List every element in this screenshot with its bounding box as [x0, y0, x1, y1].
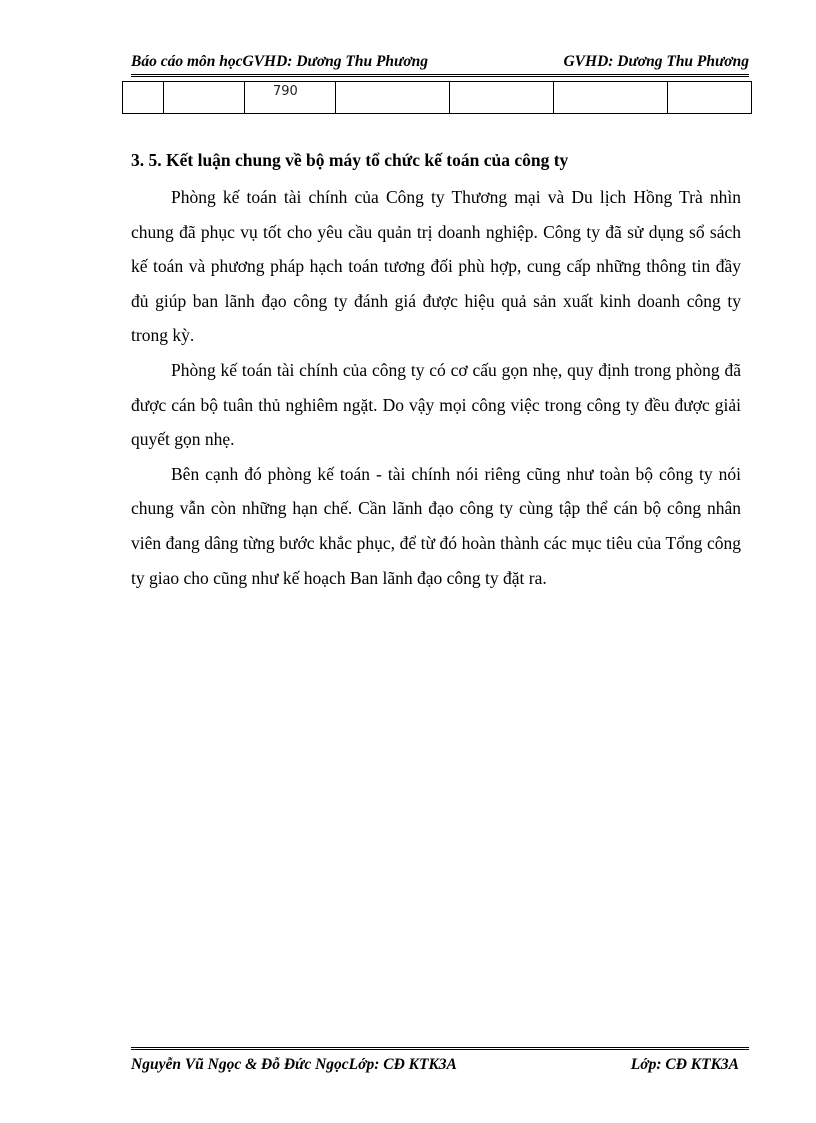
table-cell-value: 790	[245, 82, 336, 114]
table-cell	[554, 82, 668, 114]
page-header	[131, 52, 749, 77]
data-table-fragment	[122, 81, 752, 114]
table-cell	[123, 82, 164, 114]
footer-left-text: Nguyễn Vũ Ngọc & Đỗ Đức NgọcLớp: CĐ KTK3A	[131, 1056, 457, 1073]
body-text	[131, 180, 741, 595]
table-cell	[336, 82, 450, 114]
table-cell	[450, 82, 554, 114]
table-row	[123, 82, 752, 114]
header-left-text: Báo cáo môn họcGVHD: Dương Thu Phương	[131, 53, 429, 70]
table-cell	[164, 82, 245, 114]
footer-right-text: Lớp: CĐ KTK3A	[630, 1056, 739, 1073]
page-footer	[131, 1047, 749, 1078]
paragraph-3: Bên cạnh đó phòng kế toán - tài chính nói riêng cũng như toàn bộ công ty nói chung vẫn còn những hạn chế. Cần lãnh đạo công ty cùng tập thể cán bộ công nhân viên đang dâng từng bước khắc phục, để từ đó hoàn thành các mục tiêu của Tổng công ty giao cho cũng như kế hoạch Ban lãnh đạo công ty đặt ra.	[131, 463, 741, 588]
table-cell	[668, 82, 752, 114]
header-right-text: GVHD: Dương Thu Phương	[563, 53, 749, 70]
paragraph-2: Phòng kế toán tài chính của công ty có cơ cấu gọn nhẹ, quy định trong phòng đã được cán bộ tuân thủ nghiêm ngặt. Do vậy mọi công việc trong công ty đều được giải quyết gọn nhẹ.	[131, 359, 741, 450]
paragraph-1: Phòng kế toán tài chính của Công ty Thương mại và Du lịch Hồng Trà nhìn chung đã phục vụ tốt cho yêu cầu quản trị doanh nghiệp. Công ty đã sử dụng sổ sách kế toán và phương pháp hạch toán tương đối phù hợp, cung cấp những thông tin đầy đủ giúp ban lãnh đạo công ty đánh giá được hiệu quả sản xuất kinh doanh công ty trong kỳ.	[131, 187, 741, 346]
section-heading: 3. 5. Kết luận chung về bộ máy tổ chức kế toán của công ty	[131, 150, 569, 170]
